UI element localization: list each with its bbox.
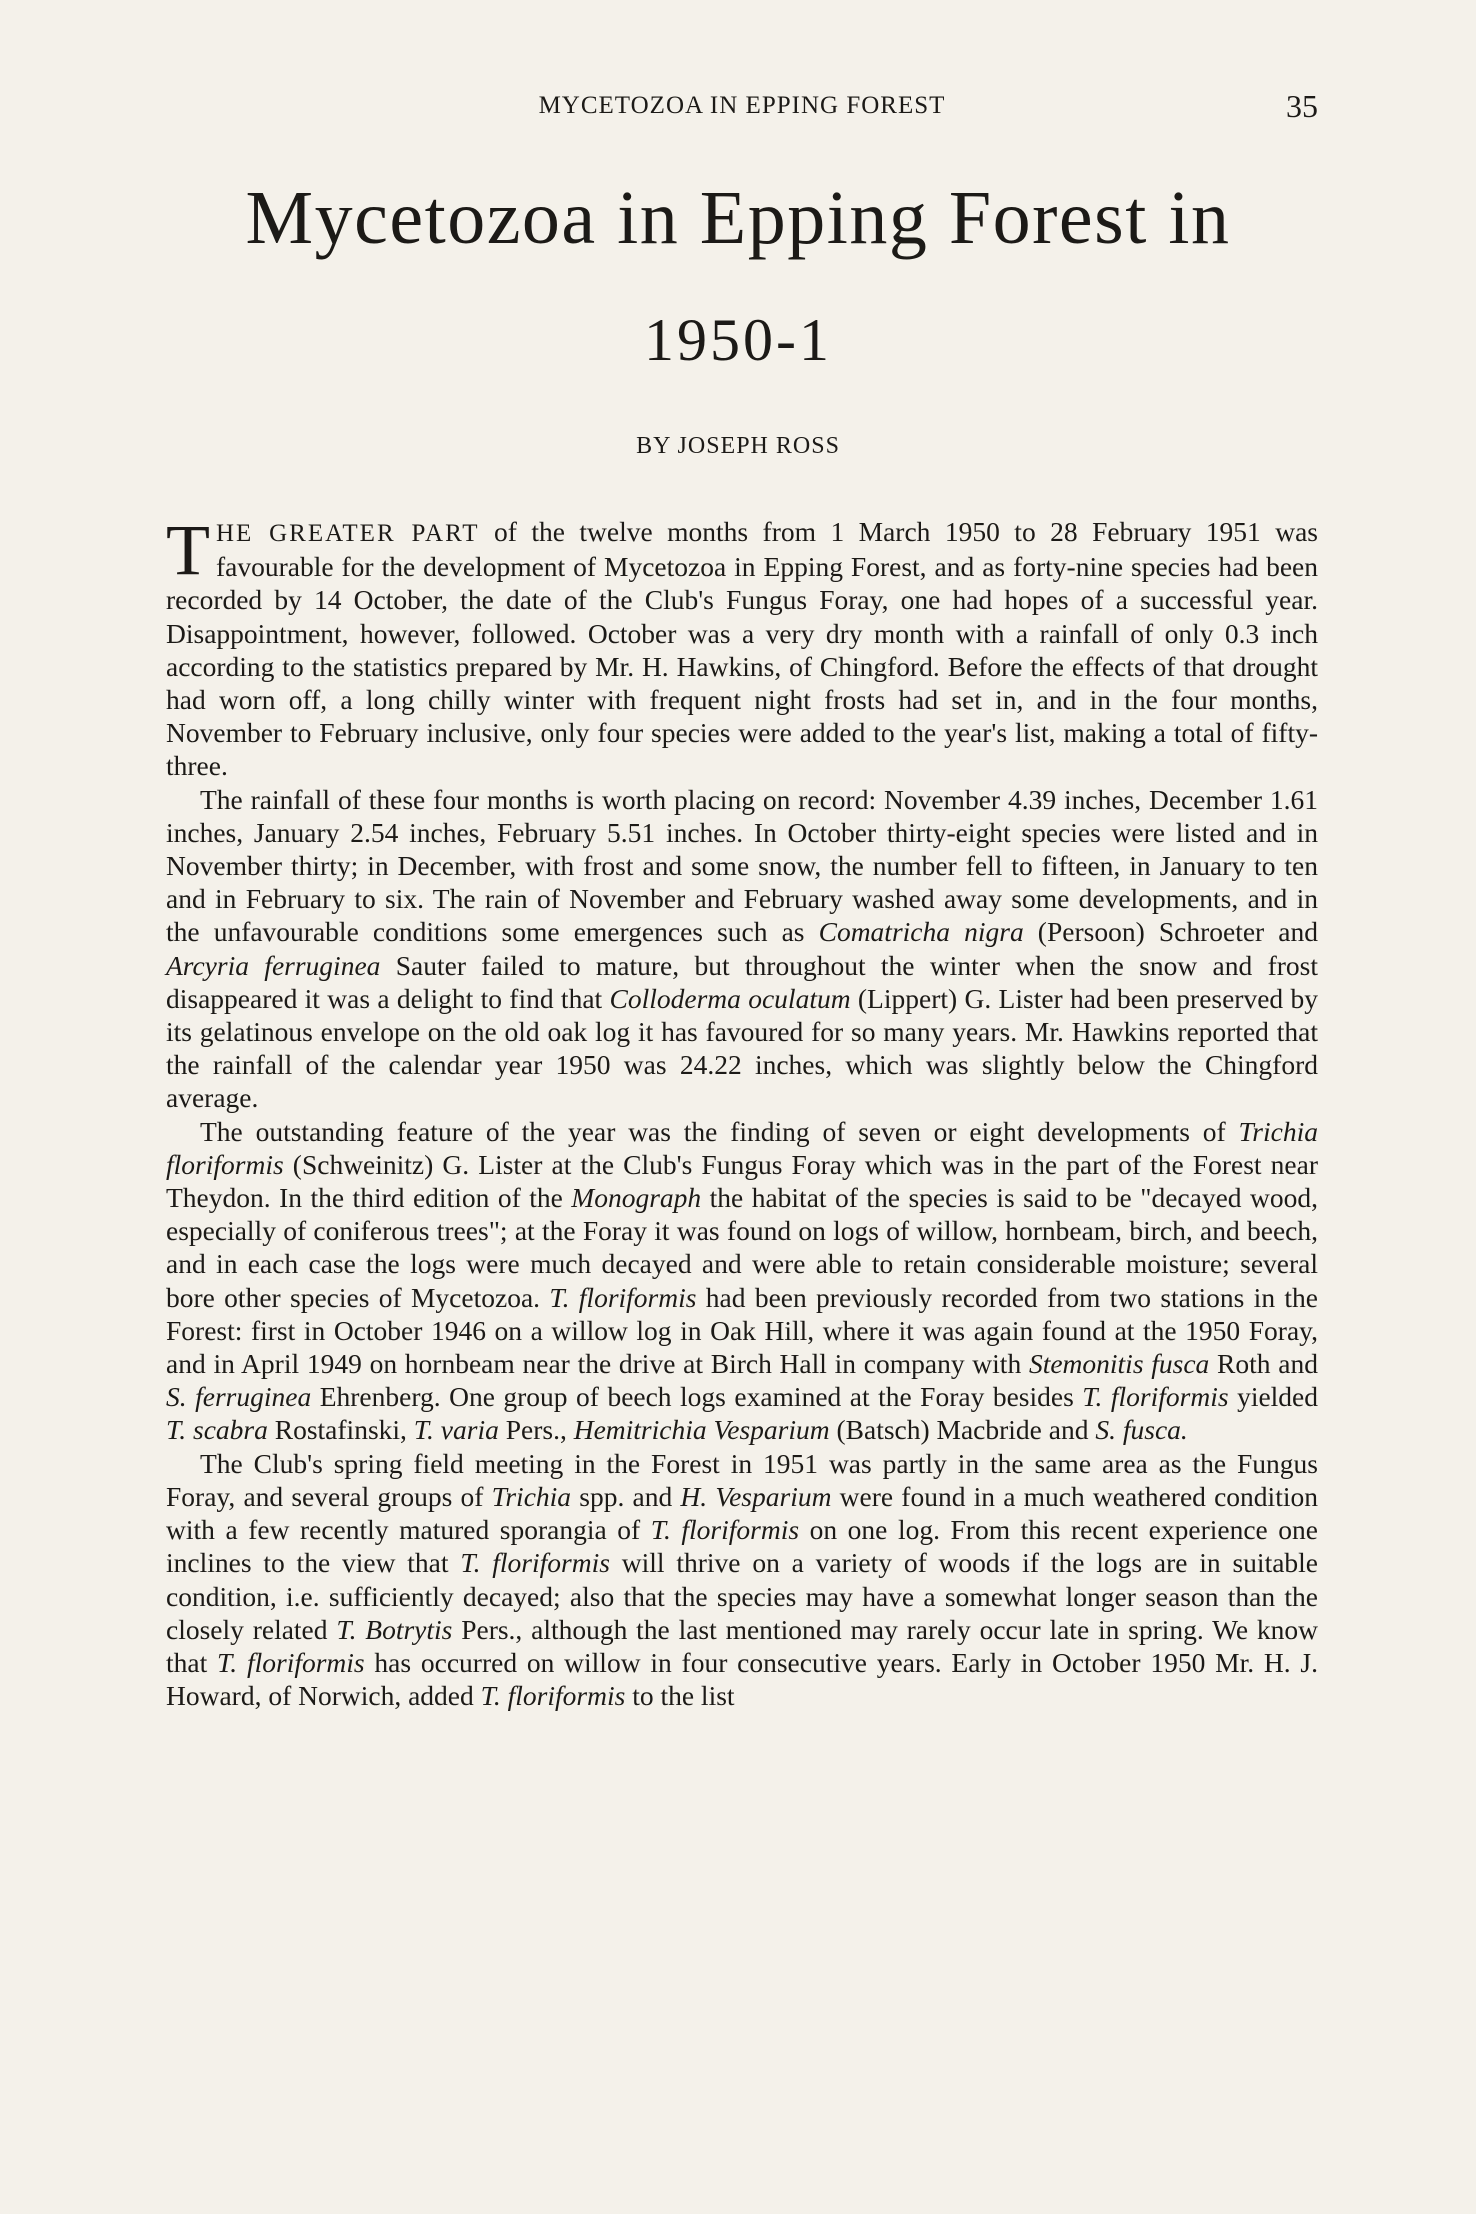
species-name: T. floriformis — [1082, 1381, 1229, 1413]
article-body — [166, 510, 1319, 1712]
page-number: 35 — [1286, 88, 1318, 124]
species-name: T. floriformis — [217, 1646, 365, 1678]
article-title: Mycetozoa in Epping Forest in — [245, 176, 1231, 260]
species-name: S. fusca. — [1095, 1414, 1188, 1446]
species-name: T. Botrytis — [336, 1613, 453, 1645]
paragraph-3: The outstanding feature of the year was the finding of seven or eight developments of Trichia floriformis (Schweinitz) G. Lister at the Club's Fungus Foray which was in the part of the Forest near Theydon. In the third edition of the Monograph the habitat of the species is said to be "decayed wood, especially of coniferous trees"; at the Foray it was found on logs of willow, hornbeam, birch, and beech, and in each case the logs were much decayed and were able to retain considerable moisture; several bore other species of Mycetozoa. T. floriformis had been previously recorded from two stations in the Forest: first in October 1946 on a willow log in Oak Hill, where it was again found at the 1950 Foray, and in April 1949 on hornbeam near the drive at Birch Hall in company with Stemonitis fusca Roth and S. ferruginea Ehrenberg. One group of beech logs examined at the Foray besides T. floriformis yielded T. scabra Rostafinski, T. varia Pers., Hemitrichia Vesparium (Batsch) Macbride and S. fusca. — [166, 1115, 1319, 1446]
running-head — [166, 86, 1318, 126]
drop-cap: T — [166, 510, 210, 590]
species-name: T. varia — [413, 1414, 499, 1446]
small-caps-lead: HE GREATER PART — [215, 520, 480, 547]
book-title: Monograph — [571, 1182, 702, 1214]
species-name: Colloderma oculatum — [609, 982, 851, 1014]
running-title: MYCETOZOA IN EPPING FOREST — [538, 92, 946, 119]
species-name: Trichia — [491, 1480, 572, 1512]
species-name: T. scabra — [166, 1414, 268, 1446]
species-name: Trichia floriformis — [166, 1115, 1318, 1180]
species-name: H. Vesparium — [680, 1480, 832, 1512]
paragraph-4: The Club's spring field meeting in the Forest in 1951 was partly in the same area as the Fungus Foray, and several groups of Trichia spp. and H. Vesparium were found in a much weathered condition with a few recently matured sporangia of T. floriformis on one log. From this recent experience one inclines to the view that T. floriformis will thrive on a variety of woods if the logs are in suitable condition, i.e. sufficiently decayed; also that the species may have a somewhat longer season than the closely related T. Botrytis Pers., although the last mentioned may rarely occur late in spring. We know that T. floriformis has occurred on willow in four consecutive years. Early in October 1950 Mr. H. J. Howard, of Norwich, added T. floriformis to the list — [166, 1447, 1319, 1712]
species-name: Arcyria ferruginea — [166, 949, 381, 981]
species-name: Stemonitis fusca — [1028, 1348, 1210, 1380]
paragraph-1: THE GREATER PART of the twelve months from 1 March 1950 to 28 February 1951 was favourable for the development of Mycetozoa in Epping Forest, and as forty-nine species had been recorded by 14 October, the date of the Club's Fungus Foray, one had hopes of a successful year. Disappointment, however, followed. October was a very dry month with a rainfall of only 0.3 inch according to the statistics prepared by Mr. H. Hawkins, of Chingford. Before the effects of that drought had worn off, a long chilly winter with frequent night frosts had set in, and in the four months, November to February inclusive, only four species were added to the year's list, making a total of fifty-three. — [166, 510, 1318, 782]
article-title-year: 1950-1 — [644, 307, 832, 373]
species-name: T. floriformis — [460, 1547, 610, 1579]
species-name: T. floriformis — [650, 1514, 800, 1546]
byline: BY JOSEPH ROSS — [636, 433, 840, 459]
species-name: T. floriformis — [549, 1281, 697, 1313]
species-name: Comatricha nigra — [818, 916, 1024, 948]
species-name: S. ferruginea — [166, 1381, 312, 1413]
species-name: T. floriformis — [480, 1680, 626, 1712]
paragraph-2: The rainfall of these four months is worth placing on record: November 4.39 inches, December 1.61 inches, January 2.54 inches, February 5.51 inches. In October thirty-eight species were listed and in November thirty; in December, with frost and some snow, the number fell to fifteen, in January to ten and in February to six. The rain of November and February washed away some developments, and in the unfavourable conditions some emergences such as Comatricha nigra (Persoon) Schroeter and Arcyria ferruginea Sauter failed to mature, but throughout the winter when the snow and frost disappeared it was a delight to find that Colloderma oculatum (Lippert) G. Lister had been preserved by its gelatinous envelope on the old oak log it has favoured for so many years. Mr. Hawkins reported that the rainfall of the calendar year 1950 was 24.22 inches, which was slightly below the Chingford average. — [166, 783, 1319, 1114]
species-name: Hemitrichia Vesparium — [573, 1414, 830, 1446]
